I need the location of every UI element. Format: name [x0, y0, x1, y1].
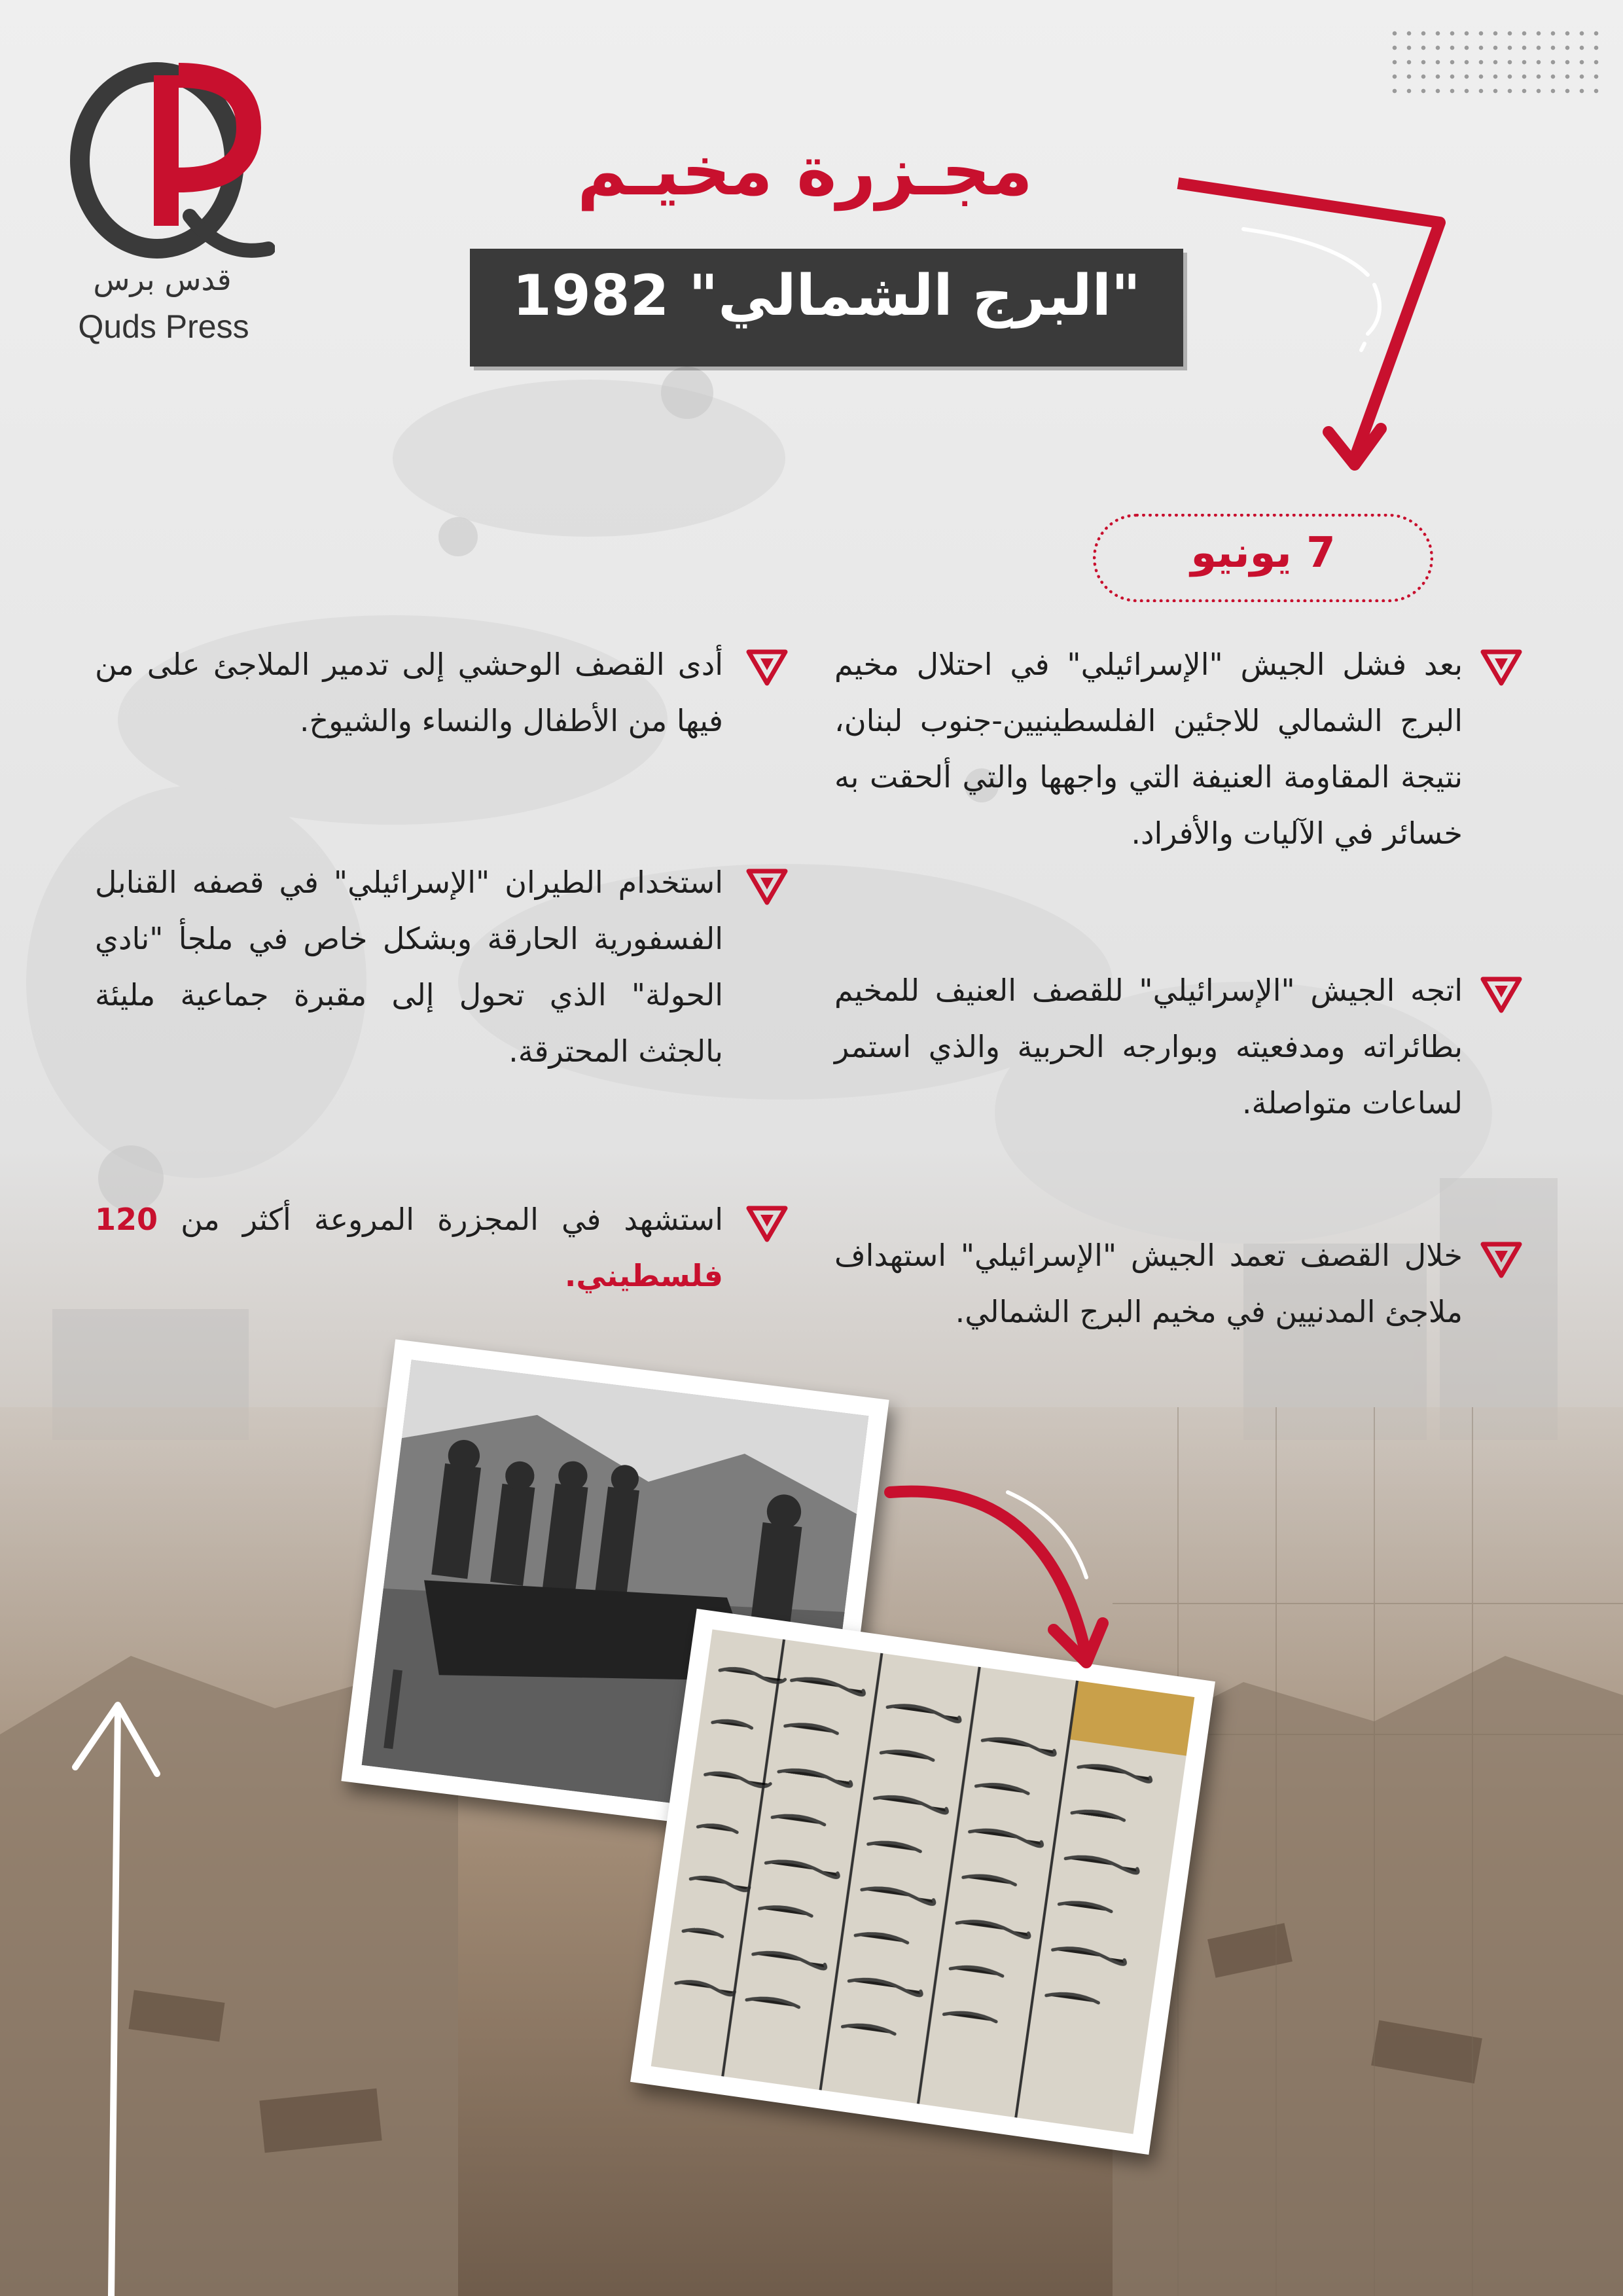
dot-pattern — [1387, 26, 1603, 98]
casualty-text: استشهد في المجزرة المروعة أكثر من — [181, 1202, 724, 1237]
triangle-bullet-icon — [1480, 1240, 1522, 1280]
bullet-text: أدى القصف الوحشي إلى تدمير الملاجئ على من فيها من الأطفال والنساء والشيوخ. — [95, 647, 723, 738]
triangle-bullet-icon — [1480, 975, 1522, 1014]
bullet-text: اتجه الجيش "الإسرائيلي" للقصف العنيف للمخيم بطائراته ومدفعيته وبوارجه الحربية والذي استمر لساعات متواصلة. — [834, 973, 1463, 1121]
quds-press-logo — [59, 62, 275, 278]
page-subtitle: "البرج الشمالي" 1982 — [512, 263, 1141, 329]
casualty-count: 120 فلسطيني. — [95, 1202, 723, 1293]
up-arrow-icon — [65, 1695, 170, 2296]
curved-arrow-icon — [1165, 170, 1466, 478]
bullet-text — [95, 1191, 723, 1304]
triangle-bullet-icon — [1480, 648, 1522, 687]
bullet-text: خلال القصف تعمد الجيش "الإسرائيلي" استهداف ملاجئ المدنيين في مخيم البرج الشمالي. — [834, 1238, 1463, 1329]
page-title: مجـزرة مخيـم — [577, 131, 1033, 211]
brand-name-arabic: قدس برس — [93, 262, 232, 297]
triangle-bullet-icon — [746, 1204, 788, 1244]
brand-name-english: Quds Press — [78, 308, 249, 345]
names-list-photo — [630, 1609, 1215, 2155]
bullet-text: استخدام الطيران "الإسرائيلي" في قصفه القنابل الفسفورية الحارقة وبشكل خاص في ملجأ "نادي الحولة" الذي تحول إلى مقبرة جماعية مليئة بالجثث المحترقة. — [95, 865, 723, 1069]
date-label: 7 يونيو — [1190, 529, 1336, 577]
bullet-text: بعد فشل الجيش "الإسرائيلي" في احتلال مخيم البرج الشمالي للاجئين الفلسطينيين-جنوب لبنان، نتيجة المقاومة العنيفة التي واجهها والتي ألحقت به خسائر في الآليات والأفراد. — [834, 647, 1463, 851]
curved-arrow-icon — [877, 1466, 1113, 1689]
triangle-bullet-icon — [746, 648, 788, 687]
triangle-bullet-icon — [746, 867, 788, 906]
